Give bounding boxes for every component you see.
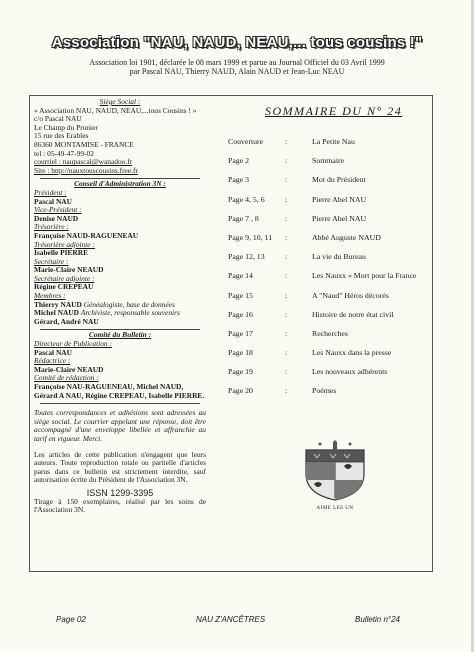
toc-title: Abbé Auguste NAUD xyxy=(312,232,381,242)
toc-colon: : xyxy=(285,386,288,396)
toc-page: Page 2 xyxy=(228,156,250,166)
secretaire-label: Secrétaire : xyxy=(34,256,69,266)
copyright-note: Les articles de cette publication n'engagent que leurs auteurs. Toute reproduction totale ou partielle d'articles parus dans ce bulletin est strictement interdite, sauf autorisation écrite du Président de l'Association 3N. xyxy=(34,449,206,485)
member-name: Thierry NAUD xyxy=(34,299,82,309)
association-title: Association "NAU, NAUD, NEAU,... tous cousins !" xyxy=(51,34,423,51)
member-name: Gérard, André NAU xyxy=(34,316,99,326)
toc-title: Poèmes xyxy=(312,386,337,396)
toc-page: Page 16 xyxy=(228,309,253,319)
correspondance-note: Toutes correspondances et adhésions sont adressées au siège social. Le courrier appelant une réponse, doit être accompagné d'une enveloppe libellée et affranchie au tarif en vigueur. Merci. xyxy=(34,408,206,443)
directeur-name: Pascal NAU xyxy=(34,347,72,357)
toc-row xyxy=(228,156,428,175)
siege-heading: Siège Social : xyxy=(99,97,141,106)
tresoriere-label: Trésorière : xyxy=(34,222,69,232)
tresoriere-adj-name: Isabelle PIERRE xyxy=(34,248,88,258)
toc-colon: : xyxy=(285,175,288,185)
sommaire-title: SOMMAIRE DU N° 24 xyxy=(265,104,403,118)
comite-heading: Comité du Bulletin : xyxy=(88,330,152,340)
toc-row xyxy=(228,195,428,214)
siege-line: « Association NAU, NAUD, NEAU,...tous Cousins ! » xyxy=(34,105,197,115)
toc-colon: : xyxy=(285,252,288,262)
footer-publication: NAU Z'ANCÊTRES xyxy=(196,615,266,624)
toc-page: Page 7 , 8 xyxy=(228,213,259,223)
toc-page: Page 15 xyxy=(228,290,253,300)
intro-line-2: par Pascal NAU, Thierry NAUD, Alain NAUD et Jean-Luc NEAU xyxy=(129,67,345,76)
toc-colon: : xyxy=(285,367,288,377)
siege-line: 86360 MONTAMISE - FRANCE xyxy=(34,139,134,149)
toc-row xyxy=(228,271,428,290)
president-name: Pascal NAU xyxy=(34,196,72,206)
toc-page: Page 19 xyxy=(228,367,253,377)
tirage-note: Tirage à 150 exemplaires, réalisé par les soins de l'Association 3N. xyxy=(34,496,206,515)
conseil-heading: Conseil d'Administration 3N : xyxy=(74,179,166,189)
toc-row xyxy=(228,137,428,156)
toc-colon: : xyxy=(285,328,288,338)
toc-row xyxy=(228,214,428,233)
secretaire-adj-name: Régine CREPEAU xyxy=(34,282,94,292)
toc-page: Page 14 xyxy=(228,271,253,281)
toc-row xyxy=(228,310,428,329)
toc-row xyxy=(228,175,428,194)
intro-line-1: Association loi 1901, déclarée le 08 mars 1999 et parue au Journal Officiel du 03 Avril 1999 xyxy=(89,58,385,67)
crest-motto: AIME LES UN xyxy=(316,506,354,511)
secretaire-adj-label: Secrétaire adjointe : xyxy=(34,273,95,283)
intro-text xyxy=(0,58,474,76)
site-link[interactable]: Site : http://nauxtouscousins.free.fr xyxy=(34,165,138,175)
coat-of-arms-icon xyxy=(300,440,370,502)
toc-page: Page 17 xyxy=(228,328,253,338)
toc-page: Page 18 xyxy=(228,348,253,358)
siege-line: Le Champ du Prunier xyxy=(34,122,98,132)
toc-colon: : xyxy=(285,348,288,358)
siege-line: tel : 05-49-47-99-02 xyxy=(34,148,94,158)
toc-title: Recherches xyxy=(312,328,348,338)
member-role: Généalogiste, base de données xyxy=(83,299,175,309)
toc-row xyxy=(228,233,428,252)
toc-title: Les Nauxx « Mort pour la France xyxy=(312,271,417,281)
issn: ISSN 1299-3395 xyxy=(86,487,154,498)
vice-label: Vice-Président : xyxy=(34,205,82,215)
redactrice-label: Rédactrice : xyxy=(34,356,71,366)
toc-title: La vie du Bureau xyxy=(312,252,366,262)
president-label: Président : xyxy=(34,187,67,197)
email-link[interactable]: courriel : naupascal@wanadoo.fr xyxy=(34,157,133,167)
toc-title: Pierre Abel NAU xyxy=(312,194,367,204)
toc-title: Pierre Abel NAU xyxy=(312,213,367,223)
tresoriere-adj-label: Trésorière adjointe : xyxy=(34,239,95,249)
toc-page: Page 20 xyxy=(228,386,253,396)
toc-colon: : xyxy=(285,137,288,146)
toc-row xyxy=(228,348,428,367)
toc-colon: : xyxy=(285,194,288,204)
toc-title: Mot du Président xyxy=(312,175,366,185)
toc-title: La Petite Nau xyxy=(312,137,355,146)
membres-label: Membres : xyxy=(34,291,66,301)
siege-line: 15 rue des Erables xyxy=(34,131,89,141)
toc-page: Page 12, 13 xyxy=(228,252,265,262)
table-of-contents xyxy=(228,137,428,406)
toc-colon: : xyxy=(285,290,288,300)
toc-title: A "Naud" Héros décorés xyxy=(312,290,389,300)
member-name: Michel NAUD xyxy=(34,308,79,318)
redactrice-name: Marie-Claire NEAUD xyxy=(34,364,104,374)
divider xyxy=(40,403,200,404)
toc-colon: : xyxy=(285,213,288,223)
toc-page: Couverture xyxy=(228,137,264,146)
siege-line: c/o Pascal NAU xyxy=(34,114,82,124)
vice-name: Denise NAUD xyxy=(34,213,79,223)
toc-row xyxy=(228,329,428,348)
toc-title: Les Nauxx dans la presse xyxy=(312,348,392,358)
footer-page-number: Page 02 xyxy=(56,615,86,624)
comite-members: Françoise NAU-RAGUENEAU, Michel NAUD, Gérard A NAU, Régine CREPEAU, Isabelle PIERRE. xyxy=(34,382,205,400)
toc-colon: : xyxy=(285,309,288,319)
footer-bulletin: Bulletin n°24 xyxy=(355,615,401,624)
toc-row xyxy=(228,291,428,310)
toc-colon: : xyxy=(285,271,288,281)
toc-title: Les nouveaux adhérents xyxy=(312,367,388,377)
comite-label: Comité de rédaction : xyxy=(34,373,99,383)
toc-row xyxy=(228,367,428,386)
toc-row xyxy=(228,386,428,405)
toc-colon: : xyxy=(285,156,288,166)
toc-page: Page 3 xyxy=(228,175,250,185)
member-role: Archiviste, responsable souvenirs xyxy=(80,308,180,318)
toc-row xyxy=(228,252,428,271)
toc-page: Page 4, 5, 6 xyxy=(228,194,265,204)
toc-colon: : xyxy=(285,232,288,242)
toc-page: Page 9, 10, 11 xyxy=(228,232,273,242)
directeur-label: Directeur de Publication : xyxy=(34,339,112,349)
tresoriere-name: Françoise NAUD-RAGUENEAU xyxy=(34,230,139,240)
toc-title: Histoire de notre état civil xyxy=(312,309,394,319)
toc-title: Sommaire xyxy=(312,156,345,166)
secretaire-name: Marie-Claire NEAUD xyxy=(34,265,104,275)
left-column xyxy=(34,98,206,515)
